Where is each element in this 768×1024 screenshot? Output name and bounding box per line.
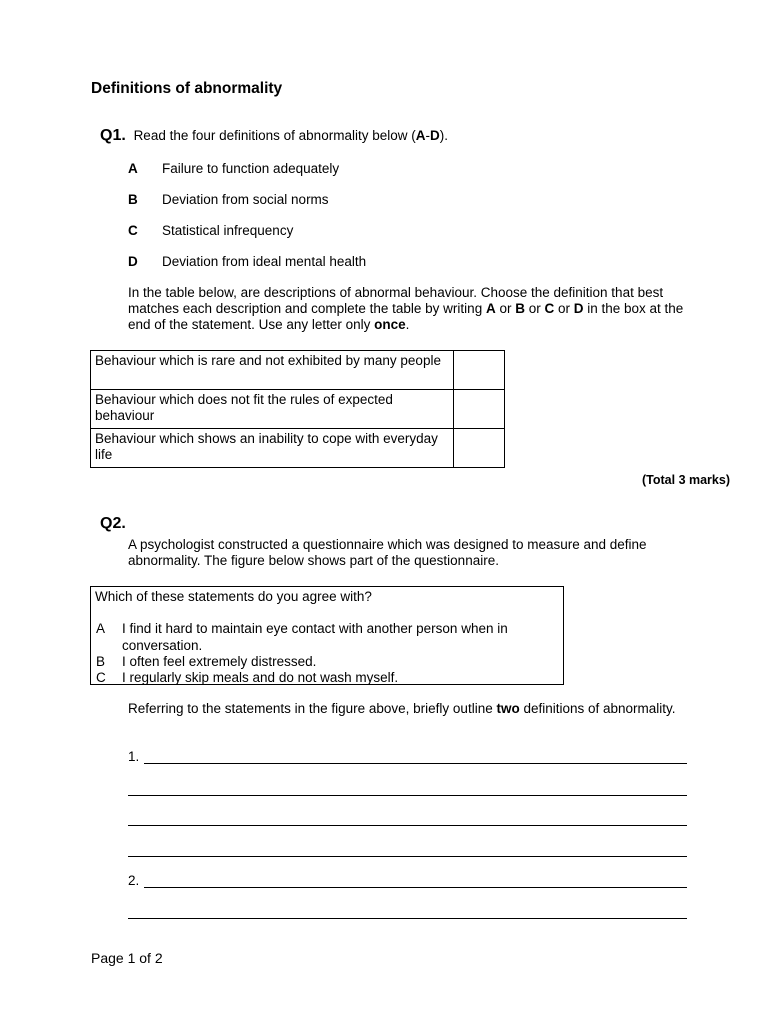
option-letter: D xyxy=(128,254,138,269)
option-letter: B xyxy=(128,192,138,207)
q1-number: Q1. xyxy=(100,127,126,144)
instructions-part-2: in the box at the end of the statement. Use any letter only xyxy=(128,301,684,332)
statement-letter: C xyxy=(96,670,106,685)
instructions-or: or xyxy=(524,301,545,316)
option-letter: C xyxy=(128,223,138,238)
answer-line[interactable] xyxy=(128,918,687,919)
q1-intro-a: A xyxy=(415,128,426,143)
statement-text: I find it hard to maintain eye contact with another person when in conversation. xyxy=(122,621,508,653)
answer-box[interactable] xyxy=(454,351,505,390)
option-text: Statistical infrequency xyxy=(162,223,294,238)
table-description-cell: Behaviour which is rare and not exhibited by many people xyxy=(91,351,454,390)
q1-answer-table xyxy=(90,350,505,468)
q1-instructions xyxy=(128,285,708,333)
q1-intro-dash: - xyxy=(425,128,430,143)
instructions-once: once xyxy=(374,317,406,332)
instructions-letter-b: B xyxy=(515,301,525,316)
prompt-part-2: definitions of abnormality. xyxy=(519,701,676,716)
statement-letter: B xyxy=(96,654,106,669)
option-text: Deviation from ideal mental health xyxy=(162,254,367,269)
answer-line[interactable] xyxy=(144,887,687,888)
instructions-part-1: In the table below, are descriptions of abnormal behaviour. Choose the definition that best matches each description and complete the table by writing xyxy=(128,285,664,316)
instructions-or: or xyxy=(495,301,516,316)
table-description-cell: Behaviour which shows an inability to cope with everyday life xyxy=(91,429,454,468)
answer-label-2: 2. xyxy=(128,873,140,888)
questionnaire-figure xyxy=(90,586,564,685)
q1-intro-suffix: ). xyxy=(439,128,448,143)
prompt-two: two xyxy=(496,701,520,716)
table-row xyxy=(91,351,505,390)
q1-intro-d: D xyxy=(429,128,440,143)
instructions-letter-c: C xyxy=(544,301,555,316)
total-marks: (Total 3 marks) xyxy=(642,473,730,487)
option-letter: A xyxy=(128,161,138,176)
q2-number: Q2. xyxy=(100,515,126,532)
figure-question: Which of these statements do you agree with? xyxy=(95,589,372,604)
option-text: Failure to function adequately xyxy=(162,161,340,176)
statement-text: I regularly skip meals and do not wash myself. xyxy=(122,670,399,685)
q1-intro xyxy=(100,127,448,145)
answer-label-1: 1. xyxy=(128,749,140,764)
q2-heading xyxy=(100,515,130,533)
answer-line[interactable] xyxy=(128,795,687,796)
q2-intro: A psychologist constructed a questionnaire which was designed to measure and define abnormality. The figure below shows part of the questionnaire. xyxy=(128,537,647,568)
answer-line[interactable] xyxy=(144,763,687,764)
instructions-letter-d: D xyxy=(573,301,584,316)
option-text: Deviation from social norms xyxy=(162,192,329,207)
statement-letter: A xyxy=(96,621,106,636)
answer-box[interactable] xyxy=(454,390,505,429)
answer-line[interactable] xyxy=(128,825,687,826)
table-row xyxy=(91,390,505,429)
instructions-or: or xyxy=(554,301,574,316)
table-row xyxy=(91,429,505,468)
page-title: Definitions of abnormality xyxy=(91,80,283,97)
page-number: Page 1 of 2 xyxy=(91,950,163,966)
q1-intro-prefix: Read the four definitions of abnormality below ( xyxy=(133,128,416,143)
instructions-part-3: . xyxy=(405,317,410,332)
table-description-cell: Behaviour which does not fit the rules of expected behaviour xyxy=(91,390,454,429)
answer-box[interactable] xyxy=(454,429,505,468)
q2-prompt xyxy=(128,701,708,717)
instructions-letter-a: A xyxy=(485,301,496,316)
answer-line[interactable] xyxy=(128,856,687,857)
statement-text: I often feel extremely distressed. xyxy=(122,654,317,669)
prompt-part-1: Referring to the statements in the figure above, briefly outline xyxy=(128,701,497,716)
